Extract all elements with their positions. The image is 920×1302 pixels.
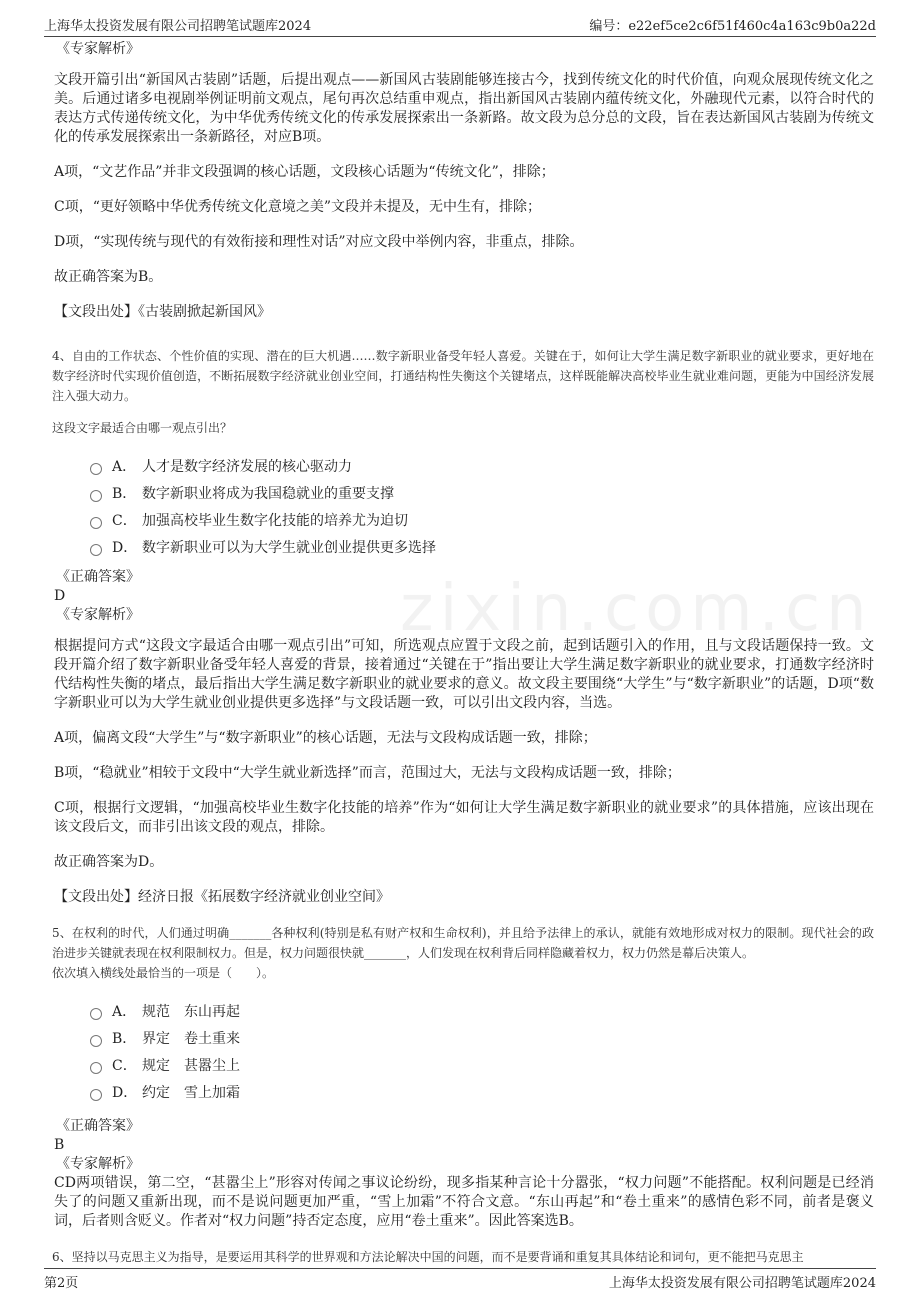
q3-option-d-note: D项，“实现传统与现代的有效衔接和理性对话”对应文段中举例内容，非重点，排除。	[54, 234, 584, 250]
option-word-2: 卷土重来	[184, 1030, 240, 1047]
option-word-1: 规定	[142, 1057, 170, 1074]
q5-answer: B	[54, 1137, 65, 1153]
option-word-1: 界定	[142, 1030, 170, 1047]
q4-option-c-note: C项，根据行文逻辑，“加强高校毕业生数字化技能的培养”作为“如何让大学生满足数字新职业的就业要求”的具体措施，应该出现在该文段后文，而非引出该文段的观点，排除。	[54, 800, 874, 835]
q3-option-c-note: C项，“更好领略中华优秀传统文化意境之美”文段并未提及，无中生有，排除；	[54, 199, 542, 215]
q4-option-a-note: A项，偏离文段“大学生”与“数字新职业”的核心话题，无法与文段构成话题一致，排除；	[54, 730, 597, 746]
q4-option-b[interactable]	[90, 479, 874, 506]
q5-analysis: CD两项错误，第二空，“甚嚣尘上”形容对传闻之事议论纷纷，现多指某种言论十分嚣张，“权力问题”不能搭配。权利问题是已经消失了的问题又重新出现，而不是说问题更加严重，“雪上加霜”不符合文意。“东山再起”和“卷土重来”的感情色彩不同，前者是褒义词，后者则含贬义。作者对“权力问题”持否定态度，应用“卷土重来”。因此答案选B。	[54, 1175, 874, 1229]
q4-options	[90, 452, 874, 560]
option-letter: D．	[112, 539, 138, 556]
q4-option-d[interactable]	[90, 533, 874, 560]
q4-option-c[interactable]	[90, 506, 874, 533]
radio-icon[interactable]	[90, 544, 102, 556]
option-word-2: 甚嚣尘上	[184, 1057, 240, 1074]
option-text: 加强高校毕业生数字化技能的培养尤为迫切	[142, 512, 408, 529]
q5-stem: 5、在权利的时代，人们通过明确_______各种权利(特别是私有财产权和生命权利)，并且给予法律上的承认，就能有效地形成对权力的限制。现代社会的政治进步关键就表现在权利限制权力。但是，权力问题很快就_______，人们发现在权利背后同样隐藏着权力，权力仍然是幕后决策人。	[52, 926, 874, 960]
radio-icon[interactable]	[90, 1035, 102, 1047]
q3-option-a-note: A项，“文艺作品”并非文段强调的核心话题，文段核心话题为“传统文化”，排除；	[54, 164, 555, 180]
radio-icon[interactable]	[90, 1089, 102, 1101]
radio-icon[interactable]	[90, 1008, 102, 1020]
radio-icon[interactable]	[90, 1062, 102, 1074]
q4-analysis: 根据提问方式“这段文字最适合由哪一观点引出”可知，所选观点应置于文段之前，起到话题引入的作用，且与文段话题保持一致。文段开篇介绍了数字新职业备受年轻人喜爱的背景，接着通过“关键在于”指出要让大学生满足数字新职业的就业要求，打通数字经济时代结构性失衡的堵点，最后指出大学生满足数字新职业的就业要求的意义。故文段主要围绕“大学生”与“数字新职业”的话题，D项“数字新职业可以为大学生就业创业提供更多选择”与文段话题一致，可以引出文段内容，当选。	[54, 638, 874, 711]
option-letter: A．	[112, 1003, 137, 1020]
q3-conclusion: 故正确答案为B。	[54, 269, 163, 285]
q4-stem: 4、自由的工作状态、个性价值的实现、潜在的巨大机遇……数字新职业备受年轻人喜爱。关键在于，如何让大学生满足数字新职业的就业要求，更好地在数字经济时代实现价值创造，不断拓展数字经济就业创业空间，打通结构性失衡这个关键堵点，这样既能解决高校毕业生就业难问题，更能为中国经济发展注入强大动力。	[52, 349, 874, 403]
q3-analysis: 文段开篇引出“新国风古装剧”话题，后提出观点——新国风古装剧能够连接古今，找到传统文化的时代价值，向观众展现传统文化之美。后通过诸多电视剧举例证明前文观点，尾句再次总结重申观点，指出新国风古装剧内蕴传统文化，外融现代元素，以符合时代的表达方式传递传统文化，为中华优秀传统文化的传承发展探索出一条新路。故文段为总分总的文段，旨在表达新国风古装剧为传统文化的传承发展探索出一条新路径，对应B项。	[54, 72, 874, 145]
page-header	[44, 12, 876, 37]
option-text: 数字新职业将成为我国稳就业的重要支撑	[142, 485, 394, 502]
header-code-value: e22ef5ce2c6f51f460c4a163c9b0a22d	[628, 19, 876, 34]
footer-title: 上海华太投资发展有限公司招聘笔试题库2024	[608, 1275, 876, 1291]
q4-conclusion: 故正确答案为D。	[54, 854, 164, 870]
expert-analysis-label: 《专家解析》	[56, 607, 140, 623]
q4-answer: D	[54, 588, 66, 604]
q5-option-b[interactable]	[90, 1024, 874, 1051]
option-text: 人才是数字经济发展的核心驱动力	[142, 458, 352, 475]
option-letter: B．	[112, 485, 137, 502]
radio-icon[interactable]	[90, 463, 102, 475]
q4-option-a[interactable]	[90, 452, 874, 479]
expert-analysis-label: 《专家解析》	[56, 1156, 140, 1172]
correct-answer-label: 《正确答案》	[56, 1118, 140, 1134]
q5-option-a[interactable]	[90, 997, 874, 1024]
page-footer	[44, 1268, 876, 1293]
correct-answer-label: 《正确答案》	[56, 569, 140, 585]
option-word-1: 约定	[142, 1084, 170, 1101]
option-word-2: 东山再起	[184, 1003, 240, 1020]
q4-option-b-note: B项，“稳就业”相较于文段中“大学生就业新选择”而言，范围过大，无法与文段构成话题一致，排除；	[54, 765, 681, 781]
option-letter: A．	[112, 458, 137, 475]
q4-source: 【文段出处】经济日报《拓展数字经济就业创业空间》	[54, 889, 390, 905]
header-code-label: 编号：	[589, 19, 629, 34]
option-letter: C．	[112, 512, 137, 529]
q5-option-c[interactable]	[90, 1051, 874, 1078]
header-title: 上海华太投资发展有限公司招聘笔试题库2024	[44, 19, 312, 34]
watermark: zixin.com.cn	[400, 572, 873, 646]
option-letter: C．	[112, 1057, 137, 1074]
header-code	[589, 15, 876, 34]
option-letter: B．	[112, 1030, 137, 1047]
option-word-2: 雪上加霜	[184, 1084, 240, 1101]
page-number: 第2页	[44, 1275, 79, 1291]
option-word-1: 规范	[142, 1003, 170, 1020]
q5-option-d[interactable]	[90, 1078, 874, 1105]
q5-prompt: 依次填入横线处最恰当的一项是（ ）。	[52, 966, 275, 980]
radio-icon[interactable]	[90, 490, 102, 502]
option-letter: D．	[112, 1084, 138, 1101]
q4-prompt: 这段文字最适合由哪一观点引出？	[52, 421, 233, 435]
q6-stem: 6、坚持以马克思主义为指导，是要运用其科学的世界观和方法论解决中国的问题，而不是要背诵和重复其具体结论和词句，更不能把马克思主	[52, 1250, 804, 1264]
page-content	[52, 40, 874, 1267]
q3-source: 【文段出处】《古装剧掀起新国风》	[54, 304, 271, 320]
expert-analysis-label: 《专家解析》	[56, 41, 140, 57]
q5-options	[90, 997, 874, 1105]
option-text: 数字新职业可以为大学生就业创业提供更多选择	[142, 539, 436, 556]
radio-icon[interactable]	[90, 517, 102, 529]
